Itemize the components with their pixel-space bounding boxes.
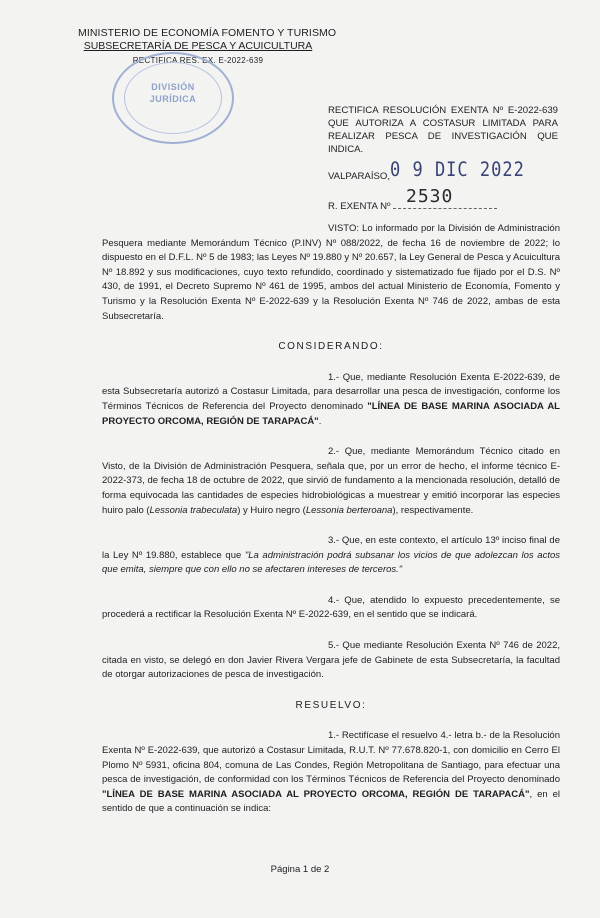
considerando-2: 2.- Que, mediante Memorándum Técnico citado en Visto, de la División de Administración Pesquera, señala que, por un error de hecho, el informe técnico E-2022-373, de fecha 18 de octubre de 2022, que sirvió de fundamento a la mencionada resolución, detalló de forma equivocada las cantidades de especies hidrobiológicas a muestrear y emitió incorporar las especies huiro palo (Lessonia trabeculata) y Huiro negro (Lessonia berteroana), respectivamente. <box>102 446 560 516</box>
place-label: VALPARAÍSO, <box>328 171 391 182</box>
page-number: Página 1 de 2 <box>270 864 330 875</box>
title-line-2: QUE AUTORIZA A COSTASUR LIMITADA PARA <box>328 118 558 129</box>
date-stamp: 0 9 DIC 2022 <box>390 158 525 182</box>
division-stamp <box>112 52 234 144</box>
resuelvo-1: 1.- Rectifícase el resuelvo 4.- letra b.- de la Resolución Exenta Nº E-2022-639, que autorizó a Costasur Limitada, R.U.T. Nº 77.678.820-1, con domicilio en Cerro El Plomo Nº 5931, oficina 804, comuna de Las Condes, Región Metropolitana de Santiago, para efectuar una pesca de investigación, de conformidad con los Términos Técnicos de Referencia del Proyecto denominado "LÍNEA DE BASE MARINA ASOCIADA AL PROYECTO ORCOMA, REGIÓN DE TARAPACÁ", en el sentido de que a continuación se indica: <box>102 730 560 815</box>
considerando-heading: CONSIDERANDO: <box>278 341 384 353</box>
title-line-3: REALIZAR PESCA DE INVESTIGACIÓN QUE INDICA. <box>328 131 558 155</box>
considerando-4: 4.- Que, atendido lo expuesto precedentemente, se procederá a rectificar la Resolución Exenta Nº E-2022-639, en el sentido que se indicará. <box>102 594 560 621</box>
visto-paragraph: VISTO: Lo informado por la División de Administración Pesquera mediante Memorándum Técnico (P.INV) Nº 088/2022, de fecha 16 de noviembre de 2022; lo dispuesto en el D.F.L. Nº 5 de 1983; las Leyes Nº 19.880 y Nº 20.657, la Ley General de Pesca y Acuicultura Nº 18.892 y sus modificaciones, cuyo texto refundido, coordinado y sistematizado fue fijado por el D.S. Nº 430, de 1991, el Decreto Supremo Nº 461 de 1995, ambos del actual Ministerio de Economía, Fomento y Turismo y la Resolución Exenta Nº E-2022-639 y la Resolución Exenta Nº 746 de 2022, ambas de esta Subsecretaría. <box>102 223 560 322</box>
subsecretariat-name: SUBSECRETARÍA DE PESCA Y ACUICULTURA <box>83 40 313 52</box>
project-name-2: "LÍNEA DE BASE MARINA ASOCIADA AL PROYECTO ORCOMA, REGIÓN DE TARAPACÁ" <box>102 788 530 800</box>
considerando-3: 3.- Que, en este contexto, el artículo 13º inciso final de la Ley Nº 19.880, establece que "La administración podrá subsanar los vicios de que adolezcan los actos que emita, siempre que con ello no se afectaren intereses de terceros." <box>102 535 560 576</box>
project-name: "LÍNEA DE BASE MARINA ASOCIADA AL PROYECTO ORCOMA, REGIÓN DE TARAPACÁ" <box>102 400 560 427</box>
species-1: Lessonia trabeculata <box>149 504 238 516</box>
resolution-number: 2530 <box>406 186 454 207</box>
resolution-number-label: R. EXENTA Nº <box>328 201 391 212</box>
reference-line: RECTIFICA RES. EX. E-2022-639 <box>132 56 264 65</box>
resuelvo-heading: RESUELVO: <box>295 699 367 711</box>
law-quote: "La administración podrá subsanar los vicios de que adolezcan los actos que emita, siempre que con ello no se afectaren intereses de terceros." <box>102 549 560 576</box>
species-2: Lessonia berteroana <box>305 504 393 516</box>
title-line-1: RECTIFICA RESOLUCIÓN EXENTA Nº E-2022-639 <box>328 105 558 116</box>
stamp-line-1: DIVISIÓN <box>151 82 195 92</box>
document-body <box>102 222 560 817</box>
ministry-name: MINISTERIO DE ECONOMÍA FOMENTO Y TURISMO <box>78 27 337 39</box>
resolution-title <box>328 104 558 156</box>
considerando-1: 1.- Que, mediante Resolución Exenta E-2022-639, de esta Subsecretaría autorizó a Costasur Limitada, para desarrollar una pesca de investigación, conforme los Términos Técnicos de Referencia del Proyecto denominado "LÍNEA DE BASE MARINA ASOCIADA AL PROYECTO ORCOMA, REGIÓN DE TARAPACÁ". <box>102 371 560 427</box>
considerando-5: 5.- Que mediante Resolución Exenta Nº 746 de 2022, citada en visto, se delegó en don Javier Rivera Vergara jefe de Gabinete de esta Subsecretaría, la facultad de otorgar autorizaciones de pesca de investigación. <box>102 640 560 681</box>
stamp-line-2: JURÍDICA <box>149 94 197 104</box>
